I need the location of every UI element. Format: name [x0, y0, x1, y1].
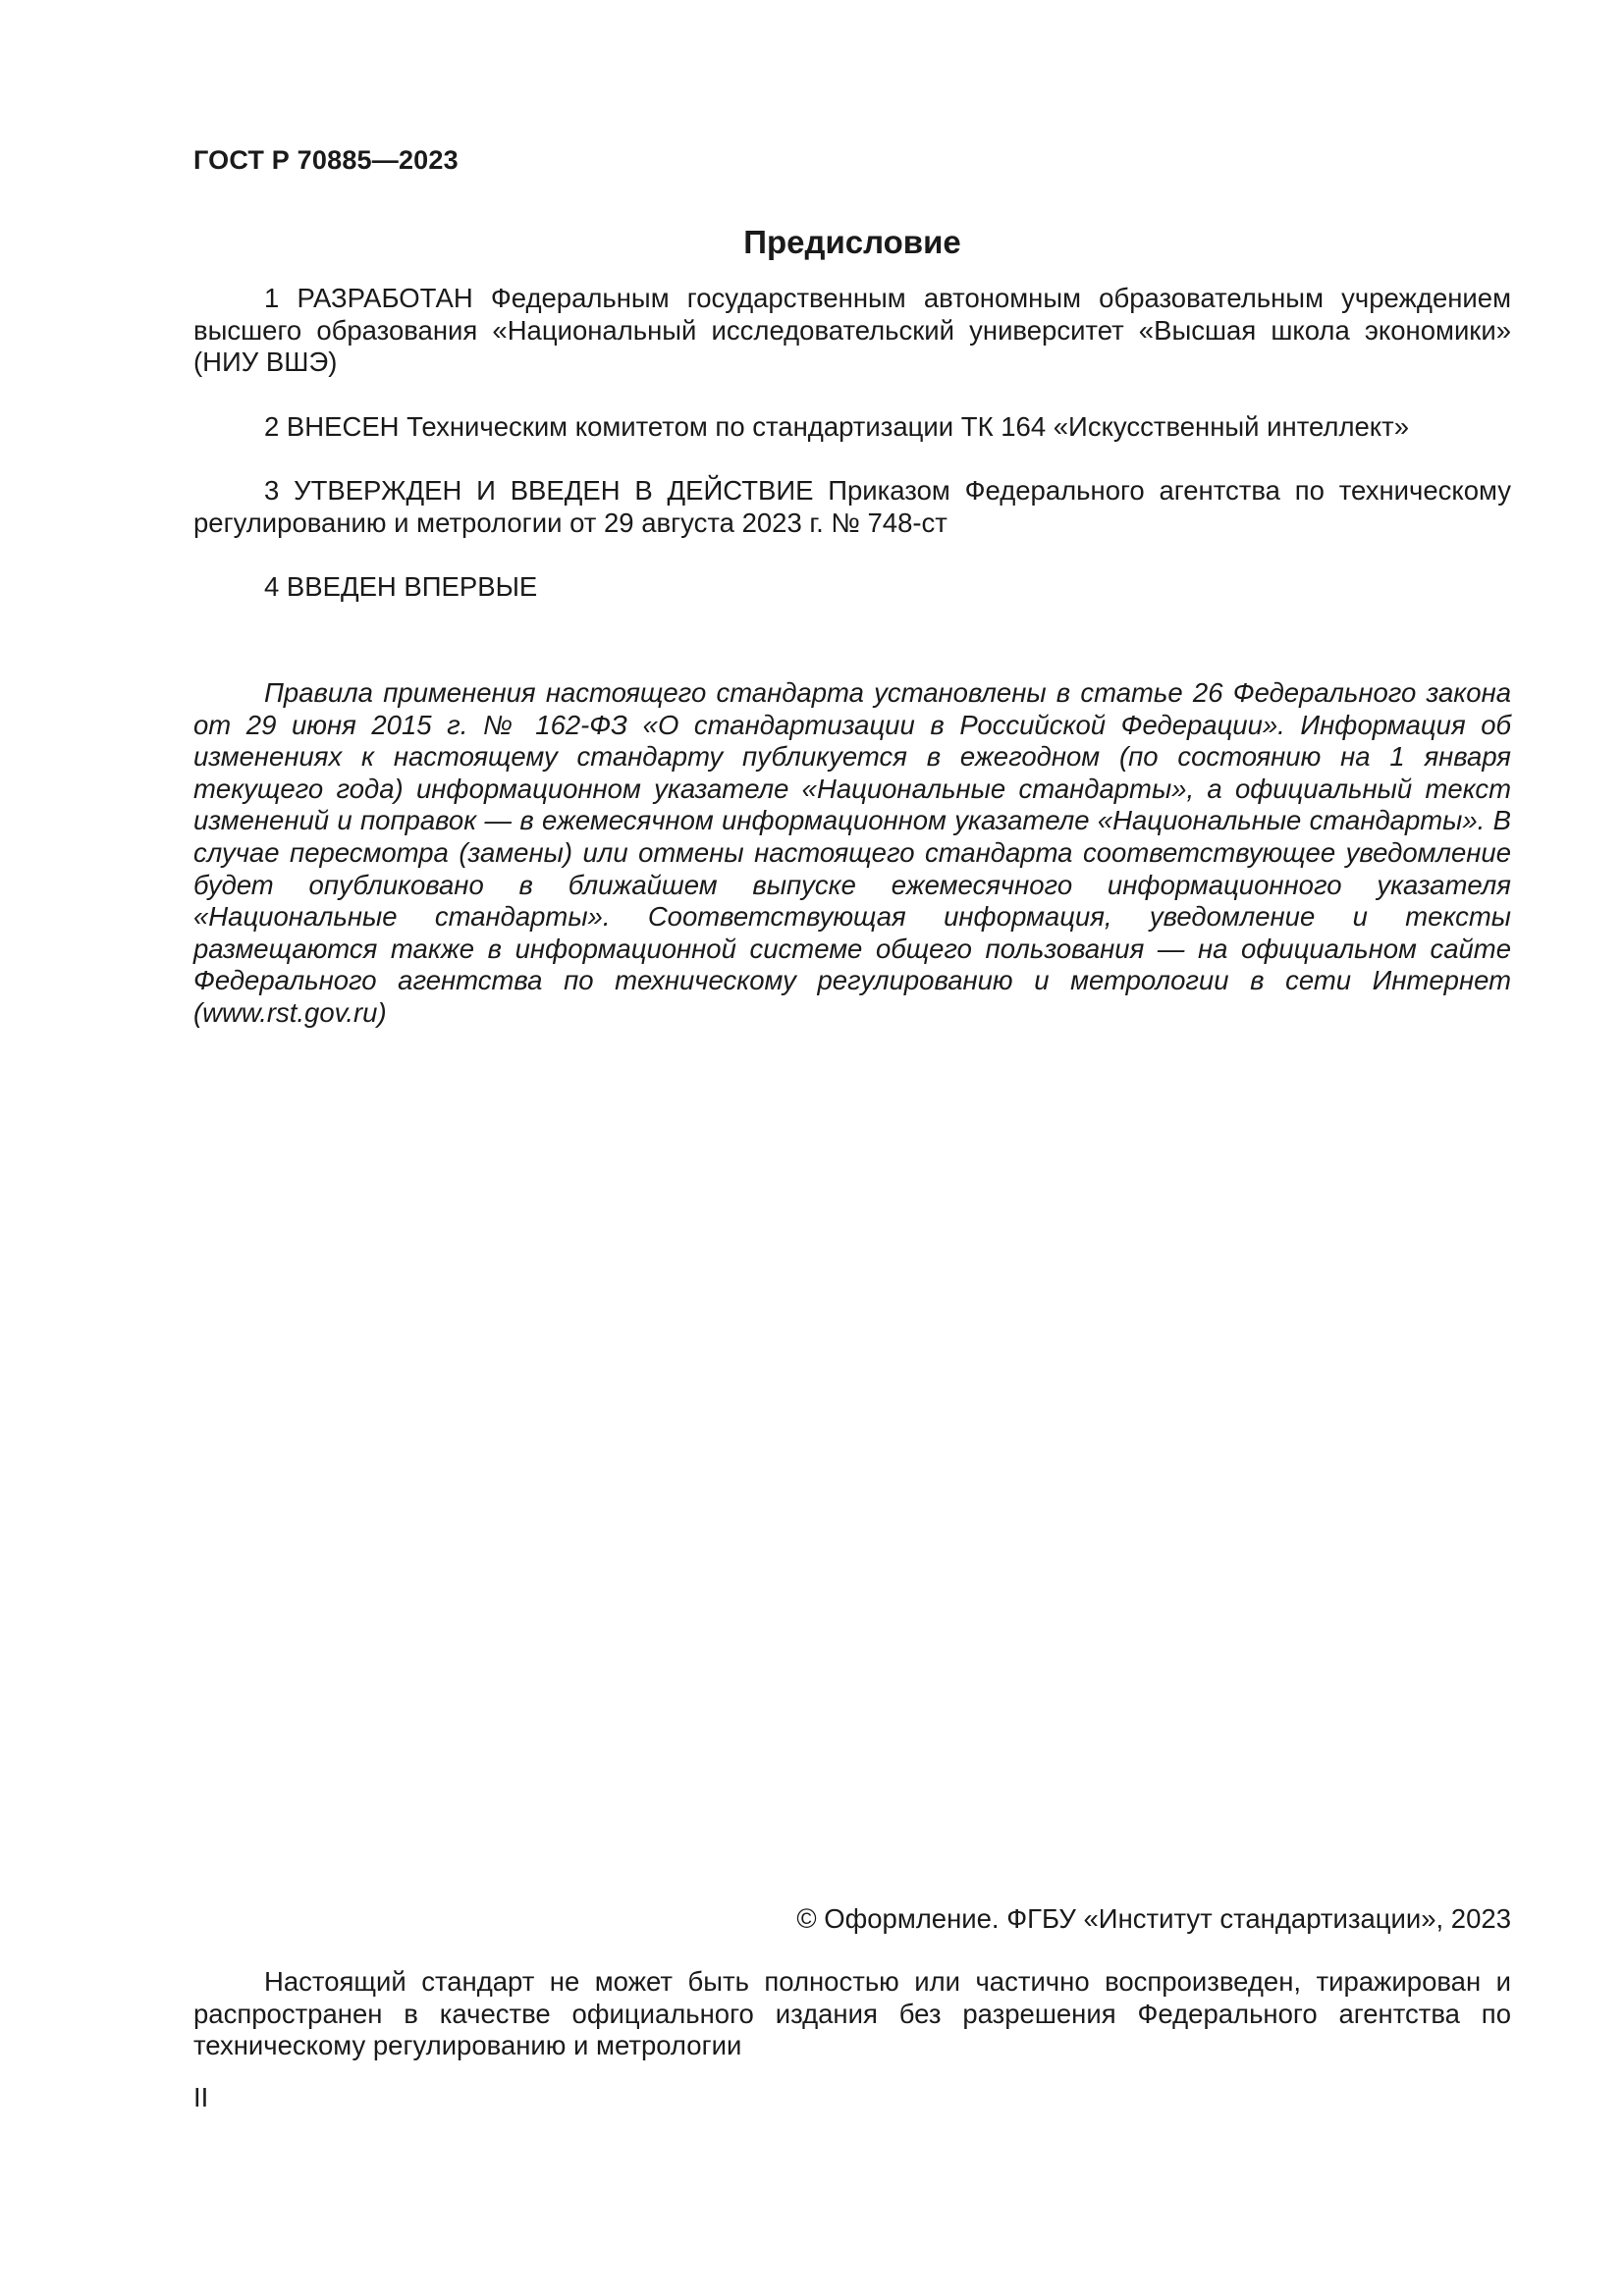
preface-item-developed: 1 РАЗРАБОТАН Федеральным государственным автономным образовательным учреждением высшего образования «Национальный исследовательский университет «Высшая школа экономики» (НИУ ВШЭ) — [193, 283, 1511, 377]
page-title: Предисловие — [743, 224, 961, 260]
document-code: ГОСТ Р 70885—2023 — [193, 145, 459, 175]
preface-item-introduced: 4 ВВЕДЕН ВПЕРВЫЕ — [264, 571, 538, 602]
reproduction-notice: Настоящий стандарт не может быть полностью или частично воспроизведен, тиражирован и распространен в качестве официального издания без разрешения Федерального агентства по техническому регулированию и метрологии — [193, 1966, 1511, 2060]
preface-item-approved: 3 УТВЕРЖДЕН И ВВЕДЕН В ДЕЙСТВИЕ Приказом Федерального агентства по техническому регулированию и метрологии от 29 августа 2023 г. № 748-ст — [193, 475, 1511, 538]
copyright-line: © Оформление. ФГБУ «Институт стандартизации», 2023 — [796, 1903, 1511, 1934]
preface-body — [193, 283, 1511, 604]
preface-item-submitted: 2 ВНЕСЕН Техническим комитетом по стандартизации ТК 164 «Искусственный интеллект» — [264, 410, 1410, 442]
page-number: II — [193, 2082, 209, 2112]
legal-note: Правила применения настоящего стандарта установлены в статье 26 Федерального закона от 29 июня 2015 г. № 162-ФЗ «О стандартизации в Российской Федерации». Информация об изменениях к настоящему стандарту публикуется в ежегодном (по состоянию на 1 января текущего года) информационном указателе «Национальные стандарты», а официальный текст изменений и поправок — в ежемесячном информационном указателе «Национальные стандарты». В случае пересмотра (замены) или отмены настоящего стандарта соответствующее уведомление будет опубликовано в ближайшем выпуске ежемесячного информационного указателя «Национальные стандарты». Соответствующая информация, уведомление и тексты размещаются также в информационной системе общего пользования — на официальном сайте Федерального агентства по техническому регулированию и метрологии в сети Интернет (www.rst.gov.ru) — [193, 677, 1511, 1028]
